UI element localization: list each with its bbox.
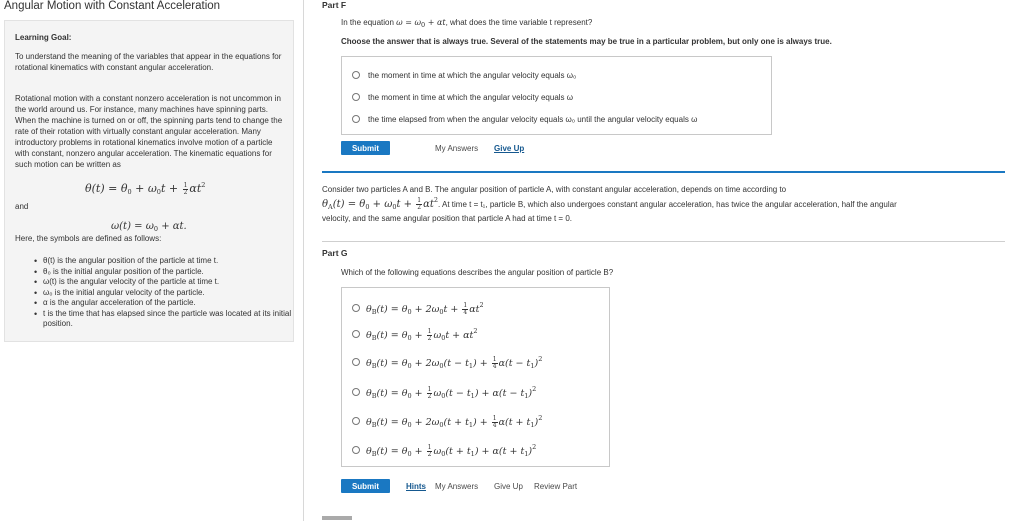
- question-prefix: In the equation: [341, 18, 394, 27]
- option-equation: $\theta_B(t) = \theta_0 + 2\omega_0t$ + $\frac{1}{4}$ $\alpha t^2$: [366, 300, 484, 316]
- part-f-options: [341, 56, 772, 135]
- radio-button[interactable]: [352, 115, 360, 123]
- part-f-instruction: Choose the answer that is always true. Several of the statements may be true in a particular problem, but only one is always true.: [341, 37, 832, 46]
- page-title: Angular Motion with Constant Acceleration: [4, 0, 221, 12]
- list-item: • ω₀ is the initial angular velocity of the particle.: [43, 288, 293, 299]
- and-word: and: [15, 202, 29, 211]
- list-item: • θ₀ is the initial angular position of the particle.: [43, 267, 293, 278]
- omega-equation: $\omega(t) = \omega_0 + \alpha t$.: [111, 221, 187, 233]
- part-f-title: Part F: [322, 0, 347, 10]
- option-equation: $\theta_B(t) = \theta_0$ + $\frac{1}{2}$ $\omega_0(t + t_1) + \alpha(t + t_1)^2$: [366, 442, 537, 458]
- part-g-option-3[interactable]: [352, 351, 542, 373]
- part-f-my-answers-link[interactable]: My Answers: [435, 144, 479, 153]
- part-g-options: [341, 287, 610, 467]
- part-g-give-up-link[interactable]: Give Up: [494, 482, 523, 491]
- list-item: • ω(t) is the angular velocity of the particle at time t.: [43, 277, 293, 288]
- part-g-review-part-link[interactable]: Review Part: [534, 482, 578, 491]
- option-equation: $\theta_B(t) = \theta_0 + 2\omega_0(t - t_1)$ + $\frac{1}{4}$ $\alpha(t - t_1)^2$: [366, 354, 543, 370]
- part-g-option-1[interactable]: [352, 297, 484, 319]
- part-g-submit-button[interactable]: Submit: [341, 479, 390, 493]
- part-g-my-answers-link[interactable]: My Answers: [435, 482, 479, 491]
- intro-line-2: [322, 195, 1012, 213]
- section-separator: [322, 171, 1005, 173]
- symbols-intro: Here, the symbols are defined as follows:: [15, 234, 162, 243]
- radio-button[interactable]: [352, 388, 360, 396]
- part-f-question: [341, 18, 592, 29]
- learning-goal-heading: Learning Goal:: [15, 33, 72, 42]
- learning-goal-text: To understand the meaning of the variables that appear in the equations for rotational kinematics with constant angular acceleration.: [15, 52, 282, 72]
- option-label: the moment in time at which the angular velocity equals ω: [368, 92, 574, 102]
- learning-goal-panel: [4, 20, 294, 342]
- radio-button[interactable]: [352, 304, 360, 312]
- radio-button[interactable]: [352, 93, 360, 101]
- intro-line-2-suffix: . At time t = t₁, particle B, which also undergoes constant angular acceleration, has twice the angular acceleration, half the angular: [438, 200, 897, 209]
- option-equation: $\theta_B(t) = \theta_0 + 2\omega_0(t + t_1)$ + $\frac{1}{4}$ $\alpha(t + t_1)^2$: [366, 413, 543, 429]
- radio-button[interactable]: [352, 446, 360, 454]
- list-item: • α is the angular acceleration of the particle.: [43, 298, 293, 309]
- part-f-submit-button[interactable]: Submit: [341, 141, 390, 155]
- part-g-option-6[interactable]: [352, 439, 536, 461]
- part-g-option-5[interactable]: [352, 410, 542, 432]
- radio-button[interactable]: [352, 330, 360, 338]
- intro-line-1: Consider two particles A and B. The angular position of particle A, with constant angular acceleration, depends on time according to: [322, 185, 787, 194]
- option-label: the time elapsed from when the angular velocity equals ω₀ until the angular velocity equals ω: [368, 114, 698, 124]
- radio-button[interactable]: [352, 71, 360, 79]
- part-g-question: Which of the following equations describes the angular position of particle B?: [341, 268, 614, 277]
- intro-paragraph: Rotational motion with a constant nonzero acceleration is not uncommon in the world around us. For instance, many machines have spinning parts. When the machine is turned on or off, the spinning parts tend to change the rate of their rotation with virtually constant angular acceleration. Many introductory problems in rotational kinematics involve motion of a particle with constant, nonzero angular acceleration. The kinematic equations for such motion can be written as: [15, 94, 283, 169]
- part-f-option-1[interactable]: [352, 68, 576, 82]
- part-f-option-3[interactable]: [352, 112, 697, 126]
- theta-a-equation: $\theta_A(t) = \theta_0 + \omega_0t$ + $\frac{1}{2}$ $\alpha t^2$: [322, 196, 438, 211]
- list-item: • t is the time that has elapsed since the particle was located at its initial position.: [43, 309, 293, 330]
- option-equation: $\theta_B(t) = \theta_0$ + $\frac{1}{2}$ $\omega_0(t - t_1) + \alpha(t - t_1)^2$: [366, 384, 537, 400]
- radio-button[interactable]: [352, 417, 360, 425]
- part-g-option-4[interactable]: [352, 381, 536, 403]
- theta-equation: $\theta(t) = \theta_0 + \omega_0t$ + $\frac{1}{2}$ $\alpha t^2$: [85, 181, 206, 196]
- option-label: the moment in time at which the angular velocity equals ω₀: [368, 70, 577, 80]
- part-f-option-2[interactable]: [352, 90, 573, 104]
- particles-intro: [322, 184, 1012, 224]
- intro-line-3: velocity, and the same angular position that particle A had at time t = 0.: [322, 214, 572, 223]
- part-g-title: Part G: [322, 248, 348, 258]
- part-g-option-2[interactable]: [352, 323, 478, 345]
- omega-inline-equation: $\omega = \omega_0 + \alpha t$: [396, 18, 446, 29]
- symbol-definitions: [43, 256, 293, 330]
- panel-divider: [303, 0, 304, 521]
- option-equation: $\theta_B(t) = \theta_0$ + $\frac{1}{2}$ $\omega_0t + \alpha t^2$: [366, 326, 478, 342]
- section-separator: [322, 241, 1005, 242]
- next-part-title-cutoff: [322, 516, 352, 520]
- radio-button[interactable]: [352, 358, 360, 366]
- part-g-hints-link[interactable]: Hints: [406, 482, 426, 491]
- list-item: • θ(t) is the angular position of the particle at time t.: [43, 256, 293, 267]
- part-f-give-up-link[interactable]: Give Up: [494, 144, 525, 153]
- question-suffix: , what does the time variable t represent?: [445, 18, 593, 27]
